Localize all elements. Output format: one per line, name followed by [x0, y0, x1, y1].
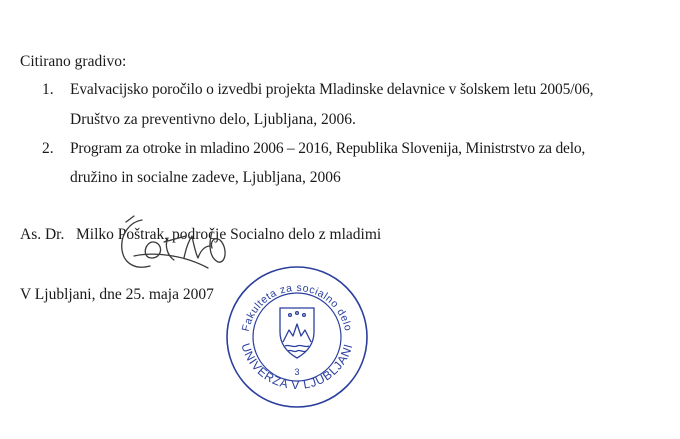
reference-number: 1.: [42, 81, 54, 98]
reference-text-line: Evalvacijsko poročilo o izvedbi projekta Mladinske delavnice v šolskem letu 2005/06,: [70, 81, 594, 98]
seal-top-text: Fakulteta za socialno delo: [239, 281, 355, 333]
reference-text-line: Program za otroke in mladino 2006 – 2016, Republika Slovenija, Ministrstvo za delo,: [70, 140, 586, 157]
citations-heading: Citirano gradivo:: [20, 53, 127, 70]
seal-bottom-text: UNIVERZA V LJUBLJANI: [238, 341, 356, 393]
signature: [112, 212, 232, 282]
coat-of-arms-icon: [280, 308, 314, 358]
reference-text-line: Društvo za preventivno delo, Ljubljana, 2006.: [70, 111, 356, 128]
seal-number: 3: [294, 367, 300, 377]
reference-number: 2.: [42, 140, 54, 157]
faculty-seal: [222, 262, 372, 412]
author-line: As. Dr. Milko Poštrak, področje Socialno delo z mladimi: [20, 226, 382, 243]
place-date: V Ljubljani, dne 25. maja 2007: [20, 286, 214, 303]
reference-text-line: družino in socialne zadeve, Ljubljana, 2006: [70, 169, 341, 186]
